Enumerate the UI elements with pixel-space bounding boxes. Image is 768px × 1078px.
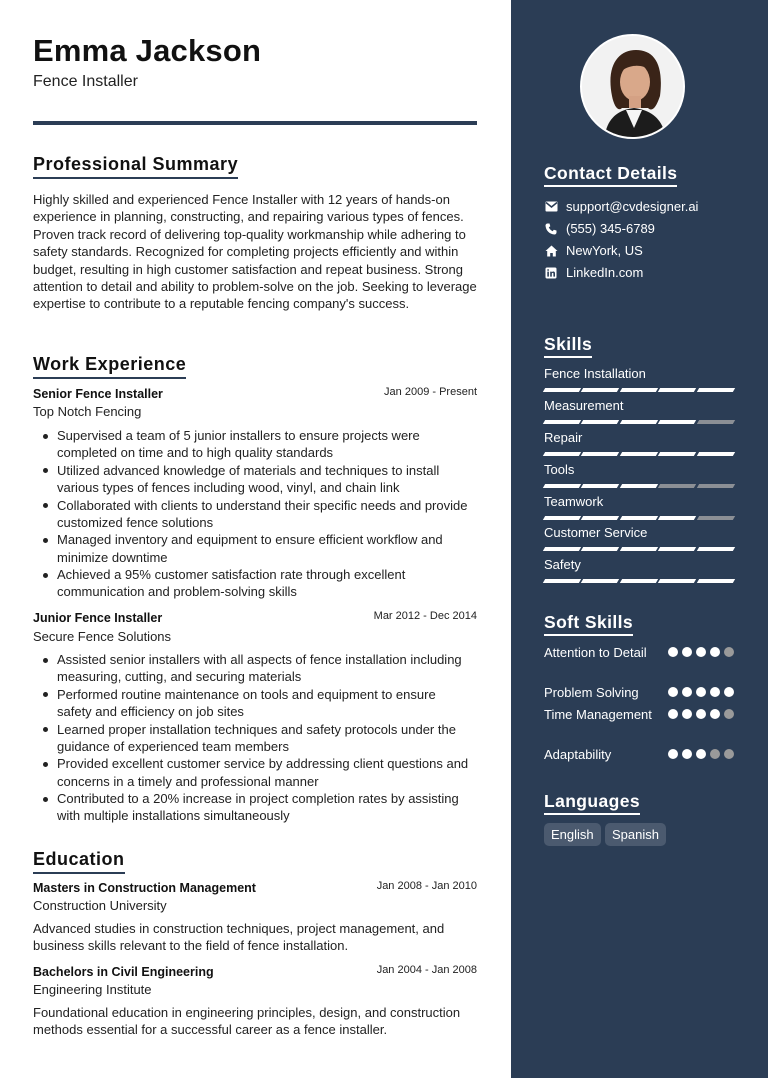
contact-linkedin[interactable]	[544, 265, 643, 280]
job-2-company: Secure Fence Solutions	[33, 629, 172, 644]
rating-dot	[710, 687, 720, 697]
skill-name: Repair	[544, 430, 583, 445]
experience-heading: Work Experience	[33, 354, 186, 379]
linkedin-text: LinkedIn.com	[566, 265, 644, 280]
list-item: Managed inventory and equipment to ensure efficient workflow and minimize downtime	[33, 531, 473, 565]
list-item: Achieved a 95% customer satisfaction rate through excellent communication and problem-solving skills	[33, 566, 473, 600]
job-1-dates: Jan 2009 - Present	[384, 386, 477, 398]
skill-level-segment	[658, 579, 697, 583]
skill-level-bar	[544, 452, 734, 456]
rating-dot	[668, 647, 678, 657]
edu-2-description: Foundational education in engineering principles, design, and construction methods essential for a successful career as a fence installer.	[33, 1005, 461, 1038]
skill-level-segment	[696, 484, 735, 488]
skill-level-bar	[544, 420, 734, 424]
skill-level-segment	[620, 484, 659, 488]
skill-level-segment	[658, 452, 697, 456]
skill-level-segment	[658, 516, 697, 520]
skill-level-segment	[581, 547, 620, 551]
rating-dot	[682, 647, 692, 657]
skill-level-bar	[544, 388, 734, 392]
linkedin-icon	[544, 266, 558, 280]
skill-name: Tools	[544, 462, 575, 477]
job-2-bullets	[33, 651, 473, 825]
edu-2-dates: Jan 2004 - Jan 2008	[376, 964, 477, 976]
soft-skill-rating	[668, 749, 734, 759]
skill-level-segment	[658, 388, 697, 392]
rating-dot	[682, 709, 692, 719]
list-item: Contributed to a 20% increase in project completion rates by assisting with multiple installations simultaneously	[33, 790, 473, 824]
list-item: Provided excellent customer service by addressing client questions and concerns in a timely and professional manner	[33, 755, 473, 789]
profile-photo	[580, 34, 685, 139]
skill-level-bar	[544, 579, 734, 583]
phone-text: (555) 345-6789	[566, 221, 655, 236]
soft-skill-name: Attention to Detail	[544, 645, 647, 660]
envelope-icon	[544, 200, 558, 214]
job-1-bullets	[33, 427, 473, 601]
skill-level-segment	[581, 516, 620, 520]
rating-dot	[668, 687, 678, 697]
skill-name: Measurement	[544, 398, 624, 413]
email-text: support@cvdesigner.ai	[566, 199, 699, 214]
skill-level-segment	[620, 452, 659, 456]
rating-dot	[668, 709, 678, 719]
skill-level-segment	[581, 452, 620, 456]
contact-phone[interactable]	[544, 221, 655, 236]
skill-level-segment	[620, 420, 659, 424]
language-tag: Spanish	[605, 823, 666, 846]
skill-level-segment	[543, 579, 582, 583]
job-2-dates: Mar 2012 - Dec 2014	[373, 610, 477, 622]
skill-level-segment	[696, 547, 735, 551]
list-item: Assisted senior installers with all aspects of fence installation including measuring, cutting, and securing materials	[33, 651, 473, 685]
edu-1-description: Advanced studies in construction techniques, project management, and business skills relevant to the field of fence installation.	[33, 921, 445, 954]
list-item: Utilized advanced knowledge of materials and techniques to install various types of fences including wood, vinyl, and chain link	[33, 462, 473, 496]
soft-skill-rating	[668, 687, 734, 697]
skill-level-segment	[543, 420, 582, 424]
soft-skill-name: Problem Solving	[544, 685, 639, 700]
skill-level-segment	[658, 547, 697, 551]
contact-email[interactable]	[544, 199, 698, 214]
rating-dot	[696, 749, 706, 759]
skill-name: Customer Service	[544, 525, 648, 540]
rating-dot	[724, 687, 734, 697]
list-item: Learned proper installation techniques and safety protocols under the guidance of experienced team members	[33, 721, 473, 755]
rating-dot	[696, 709, 706, 719]
rating-dot	[710, 709, 720, 719]
skill-level-segment	[696, 388, 735, 392]
skill-level-segment	[543, 547, 582, 551]
skill-level-segment	[543, 516, 582, 520]
rating-dot	[668, 749, 678, 759]
job-title: Fence Installer	[33, 73, 138, 90]
rating-dot	[710, 647, 720, 657]
job-1-company: Top Notch Fencing	[33, 404, 142, 419]
skill-level-segment	[543, 452, 582, 456]
skill-level-segment	[620, 516, 659, 520]
list-item: Collaborated with clients to understand their specific needs and provide customized fence solutions	[33, 497, 473, 531]
skill-level-segment	[581, 388, 620, 392]
skill-level-bar	[544, 547, 734, 551]
edu-1-school: Construction University	[33, 898, 167, 913]
edu-1-degree: Masters in Construction Management	[33, 881, 256, 895]
skill-level-segment	[620, 579, 659, 583]
skill-level-segment	[620, 388, 659, 392]
skill-level-segment	[543, 484, 582, 488]
skill-name: Safety	[544, 557, 581, 572]
skill-level-segment	[658, 420, 697, 424]
candidate-name: Emma Jackson	[33, 33, 262, 68]
skill-level-segment	[581, 484, 620, 488]
edu-1-dates: Jan 2008 - Jan 2010	[376, 880, 477, 892]
summary-text: Highly skilled and experienced Fence Installer with 12 years of hands-on experience in planning, constructing, and repairing various types of fences. Proven track record of delivering top-quality workmanship while adhering to safety standards. Recognized for completing projects efficiently and within budget, resulting in high customer satisfaction and repeat business. Strong attention to detail and ability to problem-solve on the job. Seeking to leverage expertise to contribute to a reputable fencing company's success.	[33, 192, 477, 312]
rating-dot	[724, 647, 734, 657]
languages-heading: Languages	[544, 791, 640, 815]
edu-2-degree: Bachelors in Civil Engineering	[33, 965, 214, 979]
skill-level-bar	[544, 484, 734, 488]
skill-level-segment	[620, 547, 659, 551]
rating-dot	[682, 749, 692, 759]
skill-level-segment	[581, 579, 620, 583]
rating-dot	[710, 749, 720, 759]
header-divider	[33, 121, 477, 125]
edu-2-school: Engineering Institute	[33, 982, 152, 997]
location-text: NewYork, US	[566, 243, 643, 258]
phone-icon	[544, 222, 558, 236]
contact-location	[544, 243, 643, 258]
skills-heading: Skills	[544, 334, 592, 358]
contact-heading: Contact Details	[544, 163, 677, 187]
rating-dot	[724, 709, 734, 719]
home-icon	[544, 244, 558, 258]
education-heading: Education	[33, 849, 125, 874]
skill-level-bar	[544, 516, 734, 520]
skill-name: Teamwork	[544, 494, 604, 509]
portrait-image	[582, 36, 685, 139]
list-item: Performed routine maintenance on tools and equipment to ensure safety and efficiency on job sites	[33, 686, 473, 720]
soft-skill-rating	[668, 709, 734, 719]
soft-skill-name: Time Management	[544, 707, 652, 722]
skill-name: Fence Installation	[544, 366, 646, 381]
skill-level-segment	[696, 420, 735, 424]
job-2-title: Junior Fence Installer	[33, 611, 163, 625]
skill-level-segment	[696, 579, 735, 583]
list-item: Supervised a team of 5 junior installers to ensure projects were completed on time and to high quality standards	[33, 427, 473, 461]
job-1-title: Senior Fence Installer	[33, 387, 163, 401]
skill-level-segment	[658, 484, 697, 488]
language-tag: English	[544, 823, 601, 846]
summary-heading: Professional Summary	[33, 154, 238, 179]
soft-skill-name: Adaptability	[544, 747, 612, 762]
soft-skill-rating	[668, 647, 734, 657]
rating-dot	[724, 749, 734, 759]
soft-skills-heading: Soft Skills	[544, 612, 633, 636]
skill-level-segment	[543, 388, 582, 392]
rating-dot	[696, 687, 706, 697]
skill-level-segment	[581, 420, 620, 424]
skill-level-segment	[696, 452, 735, 456]
rating-dot	[696, 647, 706, 657]
skill-level-segment	[696, 516, 735, 520]
rating-dot	[682, 687, 692, 697]
